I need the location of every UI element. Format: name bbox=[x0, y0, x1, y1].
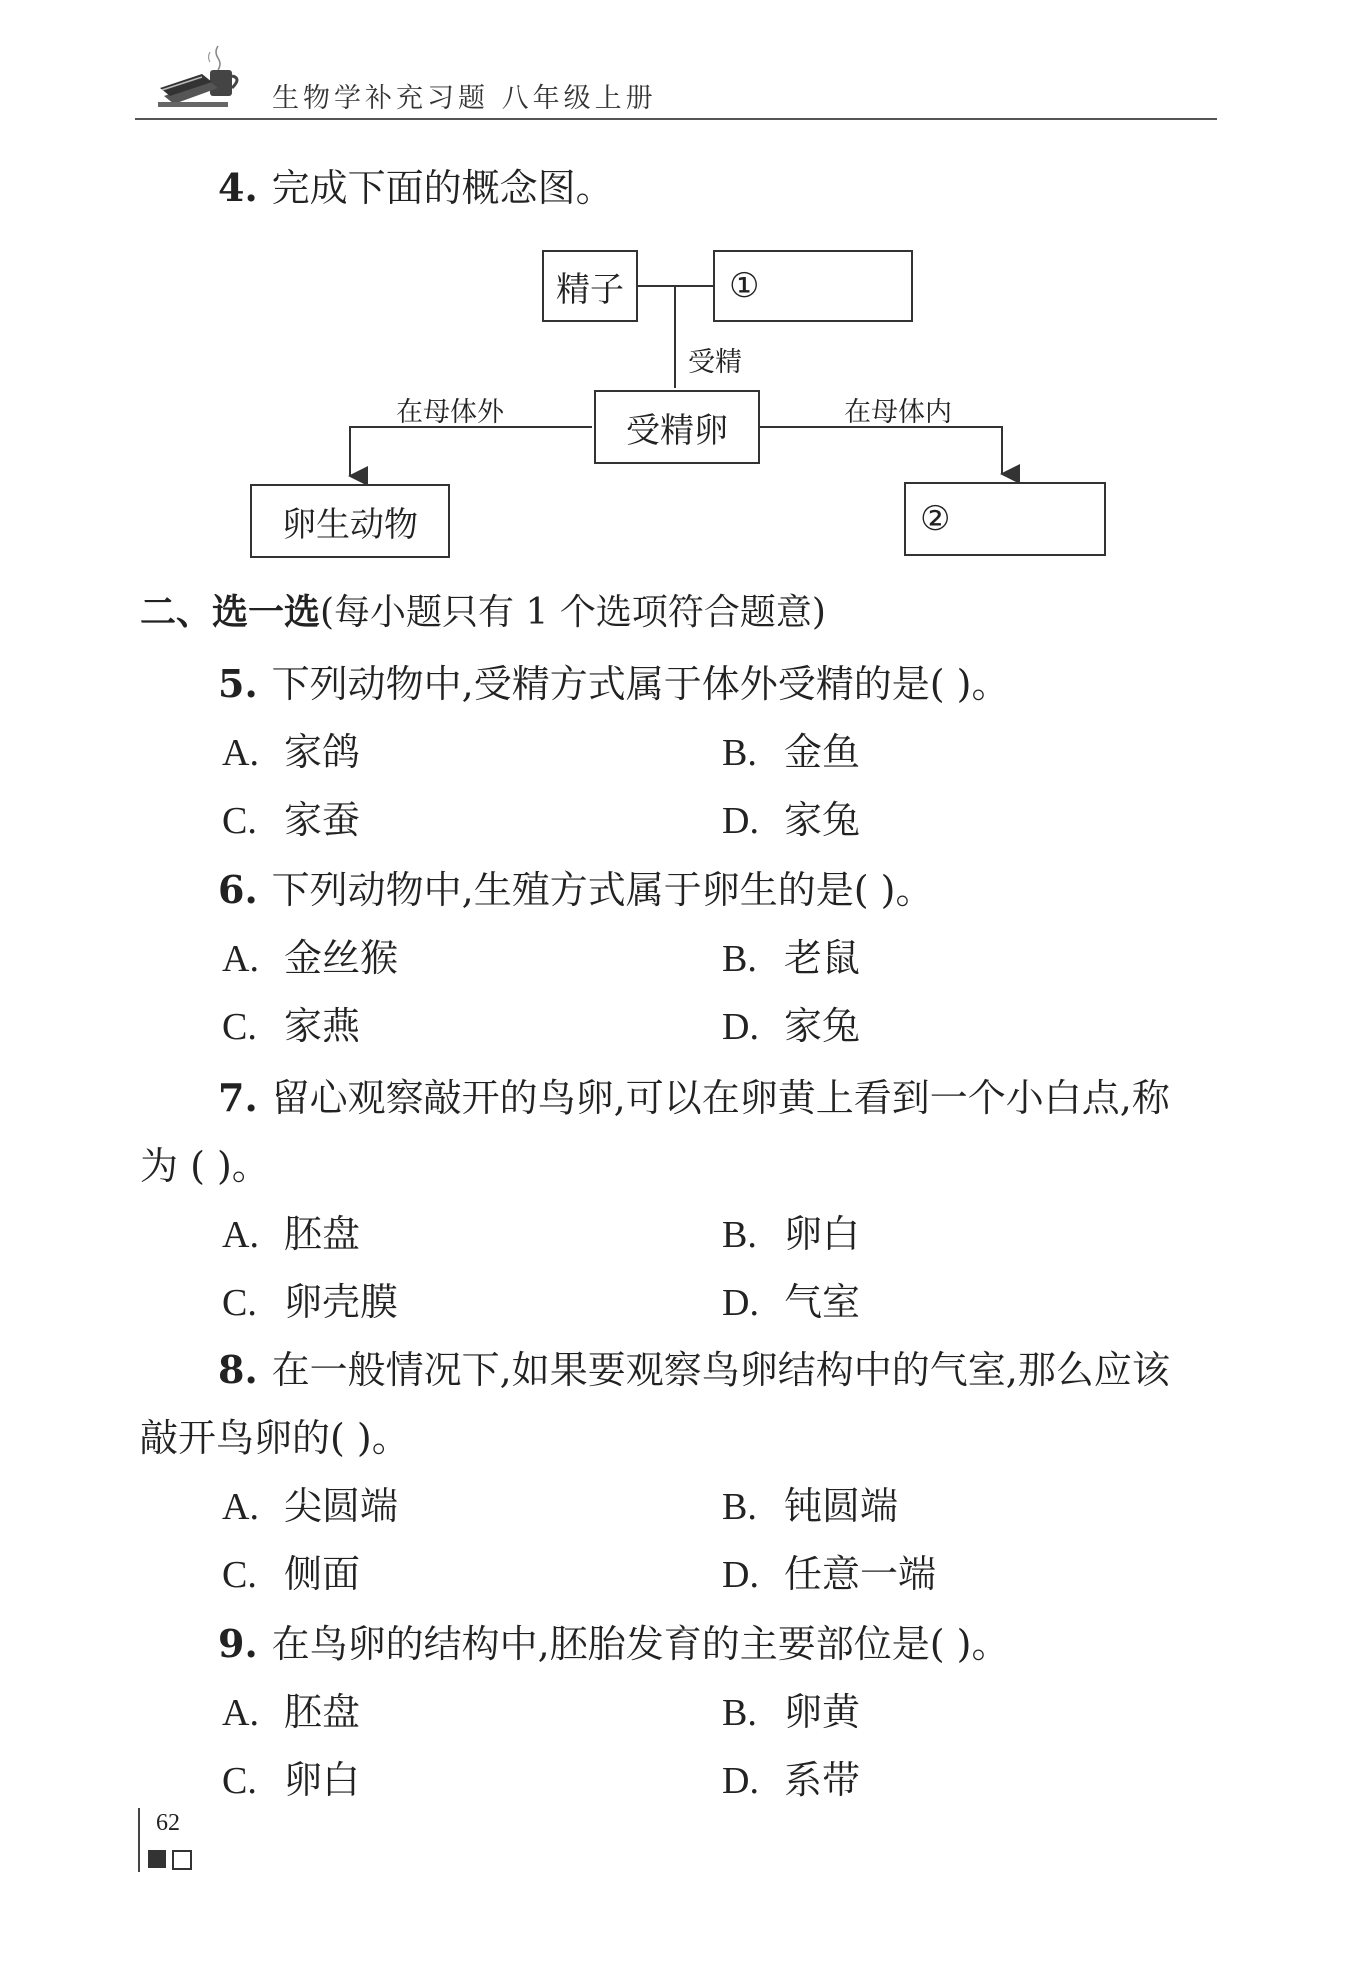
question-number: 4. bbox=[218, 165, 258, 210]
question-number: 8. bbox=[218, 1347, 258, 1392]
sperm-box bbox=[542, 250, 638, 322]
option-9-a[interactable]: A. 胚盘 bbox=[222, 1690, 361, 1734]
option-6-b[interactable]: B. 老鼠 bbox=[722, 936, 861, 980]
fertilized-egg-box bbox=[594, 390, 760, 464]
question-text: 下列动物中,生殖方式属于卵生的是( )。 bbox=[271, 868, 934, 912]
oviparous-box bbox=[250, 484, 450, 558]
question-4 bbox=[218, 164, 614, 212]
option-6-a[interactable]: A. 金丝猴 bbox=[222, 936, 399, 980]
option-7-b[interactable]: B. 卵白 bbox=[722, 1212, 861, 1256]
question-text: 在一般情况下,如果要观察鸟卵结构中的气室,那么应该 bbox=[271, 1348, 1170, 1392]
blank-1-marker: ① bbox=[729, 266, 760, 306]
option-9-d[interactable]: D. 系带 bbox=[722, 1758, 861, 1802]
question-8 bbox=[218, 1346, 1170, 1394]
option-9-c[interactable]: C. 卵白 bbox=[222, 1758, 361, 1802]
books-and-mug-icon bbox=[158, 38, 244, 112]
option-5-c[interactable]: C. 家蚕 bbox=[222, 798, 361, 842]
fertilized-egg-label: 受精卵 bbox=[626, 410, 728, 451]
question-text: 留心观察敲开的鸟卵,可以在卵黄上看到一个小白点,称 bbox=[271, 1076, 1170, 1120]
header-divider bbox=[135, 118, 1217, 120]
section-title: 二、选一选 bbox=[140, 591, 321, 633]
option-8-a[interactable]: A. 尖圆端 bbox=[222, 1484, 399, 1528]
question-9 bbox=[218, 1620, 1009, 1668]
option-5-d[interactable]: D. 家兔 bbox=[722, 798, 861, 842]
option-7-d[interactable]: D. 气室 bbox=[722, 1280, 861, 1324]
question-number: 7. bbox=[218, 1075, 258, 1120]
section-heading bbox=[140, 588, 826, 637]
question-number: 9. bbox=[218, 1621, 258, 1666]
section-note: (每小题只有 1 个选项符合题意) bbox=[320, 592, 826, 633]
blank-2-marker: ② bbox=[920, 499, 951, 539]
concept-diagram bbox=[240, 240, 1120, 570]
option-7-c[interactable]: C. 卵壳膜 bbox=[222, 1280, 399, 1324]
option-6-c[interactable]: C. 家燕 bbox=[222, 1004, 361, 1048]
question-7 bbox=[218, 1074, 1170, 1122]
question-7-continuation: 为 ( )。 bbox=[140, 1144, 270, 1188]
question-6 bbox=[218, 866, 933, 914]
header-title: 生物学补充习题 八年级上册 bbox=[272, 83, 657, 114]
question-number: 6. bbox=[218, 867, 258, 912]
option-5-a[interactable]: A. 家鸽 bbox=[222, 730, 361, 774]
option-8-d[interactable]: D. 任意一端 bbox=[722, 1552, 937, 1596]
outside-mother-label: 在母体外 bbox=[396, 397, 504, 428]
filled-square-icon bbox=[148, 1850, 166, 1868]
option-6-d[interactable]: D. 家兔 bbox=[722, 1004, 861, 1048]
question-5 bbox=[218, 660, 1009, 708]
footer-divider bbox=[138, 1808, 140, 1872]
option-8-c[interactable]: C. 侧面 bbox=[222, 1552, 361, 1596]
question-text: 下列动物中,受精方式属于体外受精的是( )。 bbox=[271, 662, 1010, 706]
question-text: 在鸟卵的结构中,胚胎发育的主要部位是( )。 bbox=[271, 1622, 1010, 1666]
oviparous-label: 卵生动物 bbox=[282, 504, 418, 545]
inside-mother-label: 在母体内 bbox=[844, 397, 952, 428]
sperm-label: 精子 bbox=[556, 269, 624, 310]
page-number: 62 bbox=[156, 1810, 180, 1836]
blank-1-box[interactable] bbox=[713, 250, 913, 322]
option-9-b[interactable]: B. 卵黄 bbox=[722, 1690, 861, 1734]
option-7-a[interactable]: A. 胚盘 bbox=[222, 1212, 361, 1256]
question-number: 5. bbox=[218, 661, 258, 706]
option-5-b[interactable]: B. 金鱼 bbox=[722, 730, 861, 774]
fertilization-label: 受精 bbox=[688, 347, 742, 378]
question-8-continuation: 敲开鸟卵的( )。 bbox=[140, 1416, 410, 1460]
blank-2-box[interactable] bbox=[904, 482, 1106, 556]
empty-square-icon bbox=[172, 1850, 192, 1870]
option-8-b[interactable]: B. 钝圆端 bbox=[722, 1484, 899, 1528]
question-text: 完成下面的概念图。 bbox=[271, 166, 614, 210]
